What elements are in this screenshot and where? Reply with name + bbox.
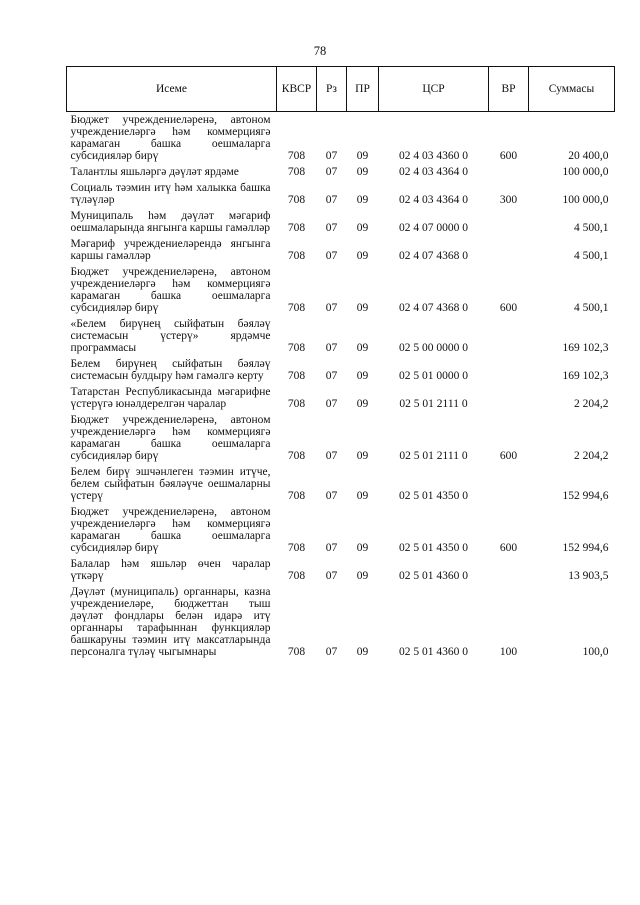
row-csr: 02 4 03 4364 0 — [399, 166, 468, 178]
row-sum: 100,0 — [582, 646, 609, 658]
row-csr: 02 5 01 0000 0 — [399, 370, 468, 382]
header-sum: Суммасы — [529, 67, 615, 112]
row-vr — [489, 356, 529, 384]
row-kvsr: 708 — [287, 542, 306, 554]
row-name: Бюджет учреждениеләренә, автоном учреждениеләргә һәм коммерциягә карамаган башка оешмаларга субсидияләр бирү — [70, 414, 271, 462]
row-name: Социаль тәэмин итү һәм халыкка башка түләүләр — [70, 182, 271, 206]
header-csr: ЦСР — [379, 67, 489, 112]
row-vr: 600 — [499, 542, 518, 554]
row-name: Балалар һәм яшьләр өчен чаралар үткәрү — [70, 558, 271, 582]
row-pr: 09 — [356, 542, 369, 554]
row-kvsr: 708 — [287, 570, 306, 582]
row-name: Муниципаль һәм дәүләт мәгариф оешмаларында янгынга каршы гамәлләр — [70, 210, 271, 234]
row-sum: 2 204,2 — [574, 398, 609, 410]
row-csr: 02 5 01 4350 0 — [399, 542, 468, 554]
row-csr: 02 4 03 4360 0 — [399, 150, 468, 162]
table-row — [67, 584, 615, 660]
row-rz: 07 — [325, 646, 338, 658]
row-sum: 4 500,1 — [574, 302, 609, 314]
row-pr: 09 — [356, 370, 369, 382]
row-vr — [489, 316, 529, 356]
table-row — [67, 264, 615, 316]
row-pr: 09 — [356, 490, 369, 502]
row-kvsr: 708 — [287, 342, 306, 354]
row-kvsr: 708 — [287, 450, 306, 462]
row-vr: 100 — [499, 646, 518, 658]
row-rz: 07 — [325, 490, 338, 502]
row-sum: 2 204,2 — [574, 450, 609, 462]
row-rz: 07 — [325, 302, 338, 314]
table-row — [67, 464, 615, 504]
row-name: Мәгариф учреждениеләрендә янгынга каршы гамәлләр — [70, 238, 271, 262]
row-pr: 09 — [356, 302, 369, 314]
row-sum: 4 500,1 — [574, 222, 609, 234]
row-pr: 09 — [356, 194, 369, 206]
row-vr: 300 — [499, 194, 518, 206]
row-rz: 07 — [325, 342, 338, 354]
row-csr: 02 4 07 0000 0 — [399, 222, 468, 234]
row-name: Белем бирү эшчәнлеген тәэмин итүче, белем сыйфатын бәяләүче оешмаларны үстерү — [70, 466, 271, 502]
table-row — [67, 316, 615, 356]
row-sum: 169 102,3 — [562, 342, 609, 354]
table-row — [67, 356, 615, 384]
row-csr: 02 5 01 4360 0 — [399, 646, 468, 658]
row-kvsr: 708 — [287, 646, 306, 658]
row-sum: 169 102,3 — [562, 370, 609, 382]
row-csr: 02 5 01 4360 0 — [399, 570, 468, 582]
row-vr — [489, 464, 529, 504]
row-sum: 20 400,0 — [568, 150, 609, 162]
row-pr: 09 — [356, 570, 369, 582]
row-rz: 07 — [325, 222, 338, 234]
row-pr: 09 — [356, 398, 369, 410]
table-row — [67, 384, 615, 412]
table-header — [67, 67, 615, 112]
row-vr: 600 — [499, 302, 518, 314]
table-body — [67, 112, 615, 661]
row-vr: 600 — [499, 150, 518, 162]
row-sum: 13 903,5 — [568, 570, 609, 582]
row-name: Дәүләт (муниципаль) органнары, казна учреждениеләре, бюджеттан тыш дәүләт фондлары белән идарә итү органнары тарафыннан функцияләр башкаруны тәэмин итү максатларында персоналга түләү чыгымнары — [70, 586, 271, 658]
row-pr: 09 — [356, 250, 369, 262]
row-pr: 09 — [356, 222, 369, 234]
row-csr: 02 4 07 4368 0 — [399, 250, 468, 262]
row-kvsr: 708 — [287, 398, 306, 410]
row-name: Татарстан Республикасында мәгарифне үстерүгә юнәлдерелгән чаралар — [70, 386, 271, 410]
row-pr: 09 — [356, 646, 369, 658]
budget-table — [66, 66, 615, 660]
row-csr: 02 4 07 4368 0 — [399, 302, 468, 314]
table-row — [67, 164, 615, 180]
row-rz: 07 — [325, 250, 338, 262]
row-kvsr: 708 — [287, 150, 306, 162]
row-sum: 152 994,6 — [562, 490, 609, 502]
row-name: Бюджет учреждениеләренә, автоном учреждениеләргә һәм коммерциягә карамаган башка оешмаларга субсидияләр бирү — [70, 114, 271, 162]
header-vr: ВР — [489, 67, 529, 112]
row-csr: 02 5 00 0000 0 — [399, 342, 468, 354]
row-sum: 100 000,0 — [562, 166, 609, 178]
row-kvsr: 708 — [287, 302, 306, 314]
row-name: Бюджет учреждениеләренә, автоном учреждениеләргә һәм коммерциягә карамаган башка оешмаларга субсидияләр бирү — [70, 266, 271, 314]
row-pr: 09 — [356, 150, 369, 162]
row-vr — [489, 556, 529, 584]
row-vr — [489, 236, 529, 264]
row-sum: 4 500,1 — [574, 250, 609, 262]
row-kvsr: 708 — [287, 194, 306, 206]
row-rz: 07 — [325, 370, 338, 382]
row-name: Талантлы яшьләргә дәүләт ярдәме — [70, 166, 239, 178]
row-vr: 600 — [499, 450, 518, 462]
row-csr: 02 5 01 2111 0 — [399, 450, 468, 462]
row-kvsr: 708 — [287, 166, 306, 178]
row-kvsr: 708 — [287, 222, 306, 234]
header-kvsr: КВСР — [277, 67, 317, 112]
row-kvsr: 708 — [287, 370, 306, 382]
row-name: «Белем бирүнең сыйфатын бәяләү системасын үстерү» ярдәмче программасы — [70, 318, 271, 354]
row-pr: 09 — [356, 342, 369, 354]
table-row — [67, 504, 615, 556]
row-kvsr: 708 — [287, 490, 306, 502]
table-row — [67, 112, 615, 165]
header-pr: ПР — [347, 67, 379, 112]
row-name: Белем бирүнең сыйфатын бәяләү системасын булдыру һәм гамәлгә керту — [70, 358, 271, 382]
table-row — [67, 208, 615, 236]
row-kvsr: 708 — [287, 250, 306, 262]
row-rz: 07 — [325, 150, 338, 162]
row-vr — [489, 164, 529, 180]
row-rz: 07 — [325, 450, 338, 462]
row-vr — [489, 208, 529, 236]
table-row — [67, 236, 615, 264]
row-pr: 09 — [356, 450, 369, 462]
row-csr: 02 5 01 4350 0 — [399, 490, 468, 502]
row-rz: 07 — [325, 398, 338, 410]
header-name: Исеме — [67, 67, 277, 112]
table-row — [67, 556, 615, 584]
table-row — [67, 412, 615, 464]
header-rz: Рз — [317, 67, 347, 112]
row-sum: 152 994,6 — [562, 542, 609, 554]
row-csr: 02 5 01 2111 0 — [399, 398, 468, 410]
row-pr: 09 — [356, 166, 369, 178]
row-name: Бюджет учреждениеләренә, автоном учреждениеләргә һәм коммерциягә карамаган башка оешмаларга субсидияләр бирү — [70, 506, 271, 554]
table-row — [67, 180, 615, 208]
row-csr: 02 4 03 4364 0 — [399, 194, 468, 206]
row-rz: 07 — [325, 570, 338, 582]
row-rz: 07 — [325, 166, 338, 178]
row-sum: 100 000,0 — [562, 194, 609, 206]
page-number: 78 — [313, 44, 327, 58]
row-vr — [489, 384, 529, 412]
row-rz: 07 — [325, 194, 338, 206]
row-rz: 07 — [325, 542, 338, 554]
